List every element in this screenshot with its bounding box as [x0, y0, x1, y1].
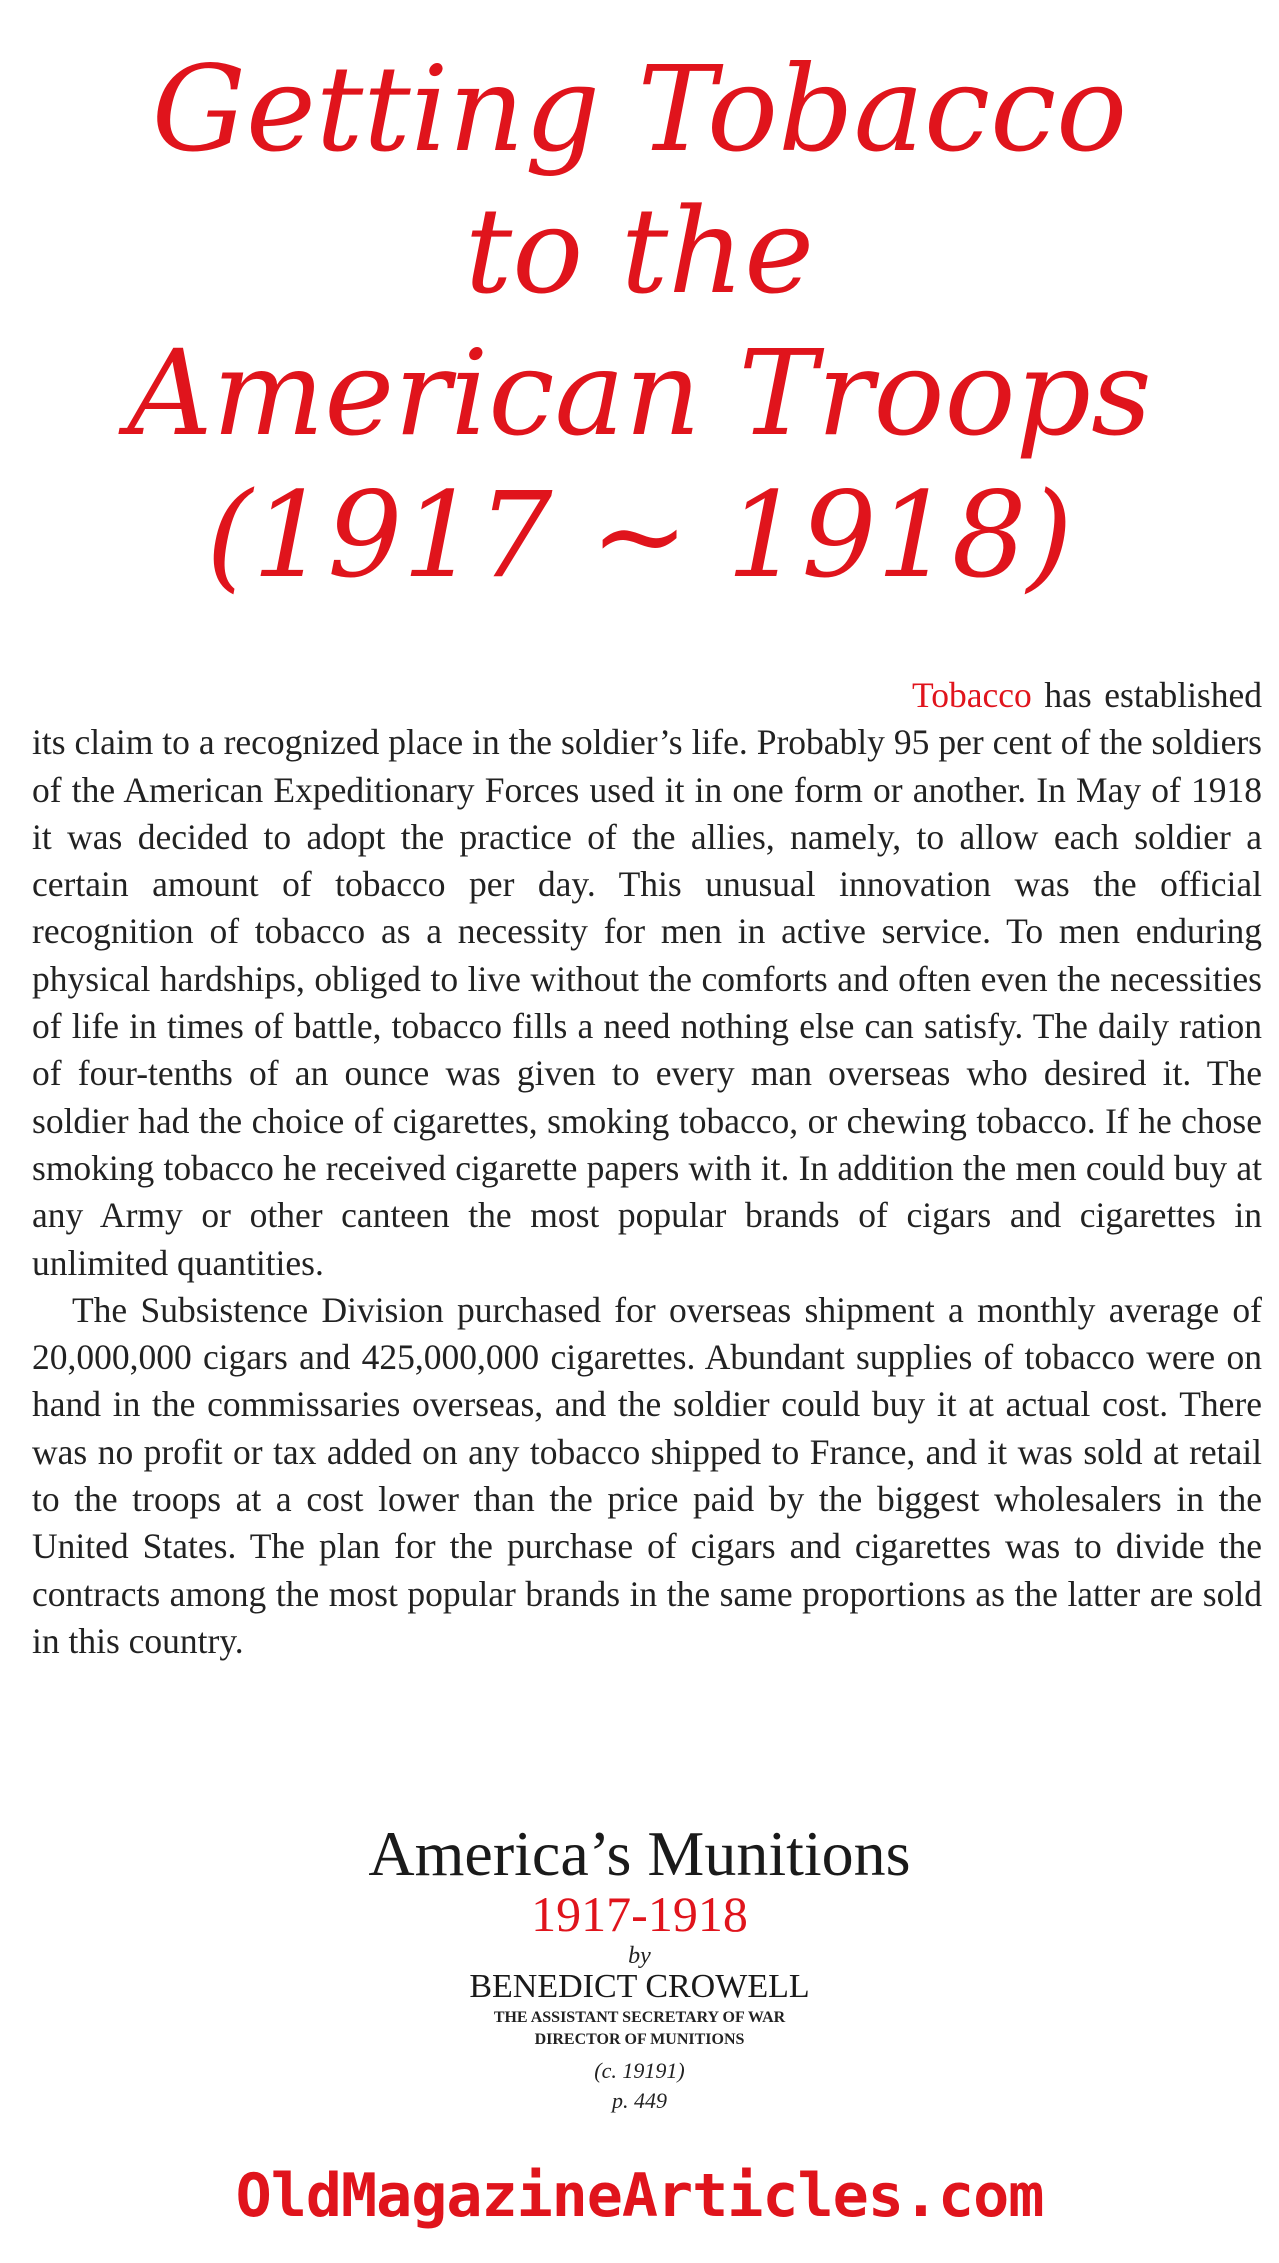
lead-word: Tobacco [912, 675, 1032, 715]
source-author-role-1: THE ASSISTANT SECRETARY OF WAR [493, 2009, 786, 2026]
source-author-role-2: DIRECTOR OF MUNITIONS [534, 2031, 745, 2048]
article-body [32, 672, 1262, 1665]
source-author: BENEDICT CROWELL [469, 1968, 810, 2005]
paragraph-1 [32, 672, 1262, 1287]
title-line-3: American Troops [127, 324, 1152, 462]
source-date: (c. 19191) [594, 2058, 685, 2083]
title-line-4: (1917 ~ 1918) [206, 466, 1073, 604]
paragraph-1-text: has established its claim to a recognized place in the soldier’s life. Probably 95 per cent of the soldiers of the American Expeditionary Forces used it in one form or another. In May of 1918 it was decided to adopt the practice of the allies, namely, to allow each soldier a certain amount of tobacco per day. This unusual innovation was the official recognition of tobacco as a necessity for men in active service. To men enduring physical hardships, obliged to live without the comforts and often even the necessities of life in times of battle, tobacco fills a need nothing else can satisfy. The daily ration of four-tenths of an ounce was given to every man overseas who desired it. The soldier had the choice of cigarettes, smoking tobacco, or chewing tobacco. If he chose smoking tobacco he received cigarette papers with it. In addition the men could buy at any Army or other canteen the most popular brands of cigars and cigarettes in unlimited quantities. [32, 675, 1262, 1283]
article-title [0, 38, 1279, 606]
source-years: 1917-1918 [531, 1886, 748, 1942]
source-book-title: America’s Munitions [368, 1818, 911, 1889]
site-logo: OldMagazineArticles.com [235, 2161, 1044, 2231]
paragraph-2: The Subsistence Division purchased for overseas shipment a monthly average of 20,000,000 cigars and 425,000,000 cigarettes. Abundant supplies of tobacco were on hand in the commissaries overseas, and the soldier could buy it at actual cost. There was no profit or tax added on any tobacco shipped to France, and it was sold at retail to the troops at a cost lower than the price paid by the biggest wholesalers in the United States. The plan for the purchase of cigars and cigarettes was to divide the contracts among the most popular brands in the same proportions as the latter are sold in this country. [32, 1289, 1262, 1661]
title-line-2: to the [464, 182, 815, 320]
source-by: by [628, 1943, 651, 1969]
source-page: p. 449 [612, 2088, 667, 2113]
title-line-1: Getting Tobacco [151, 40, 1128, 178]
